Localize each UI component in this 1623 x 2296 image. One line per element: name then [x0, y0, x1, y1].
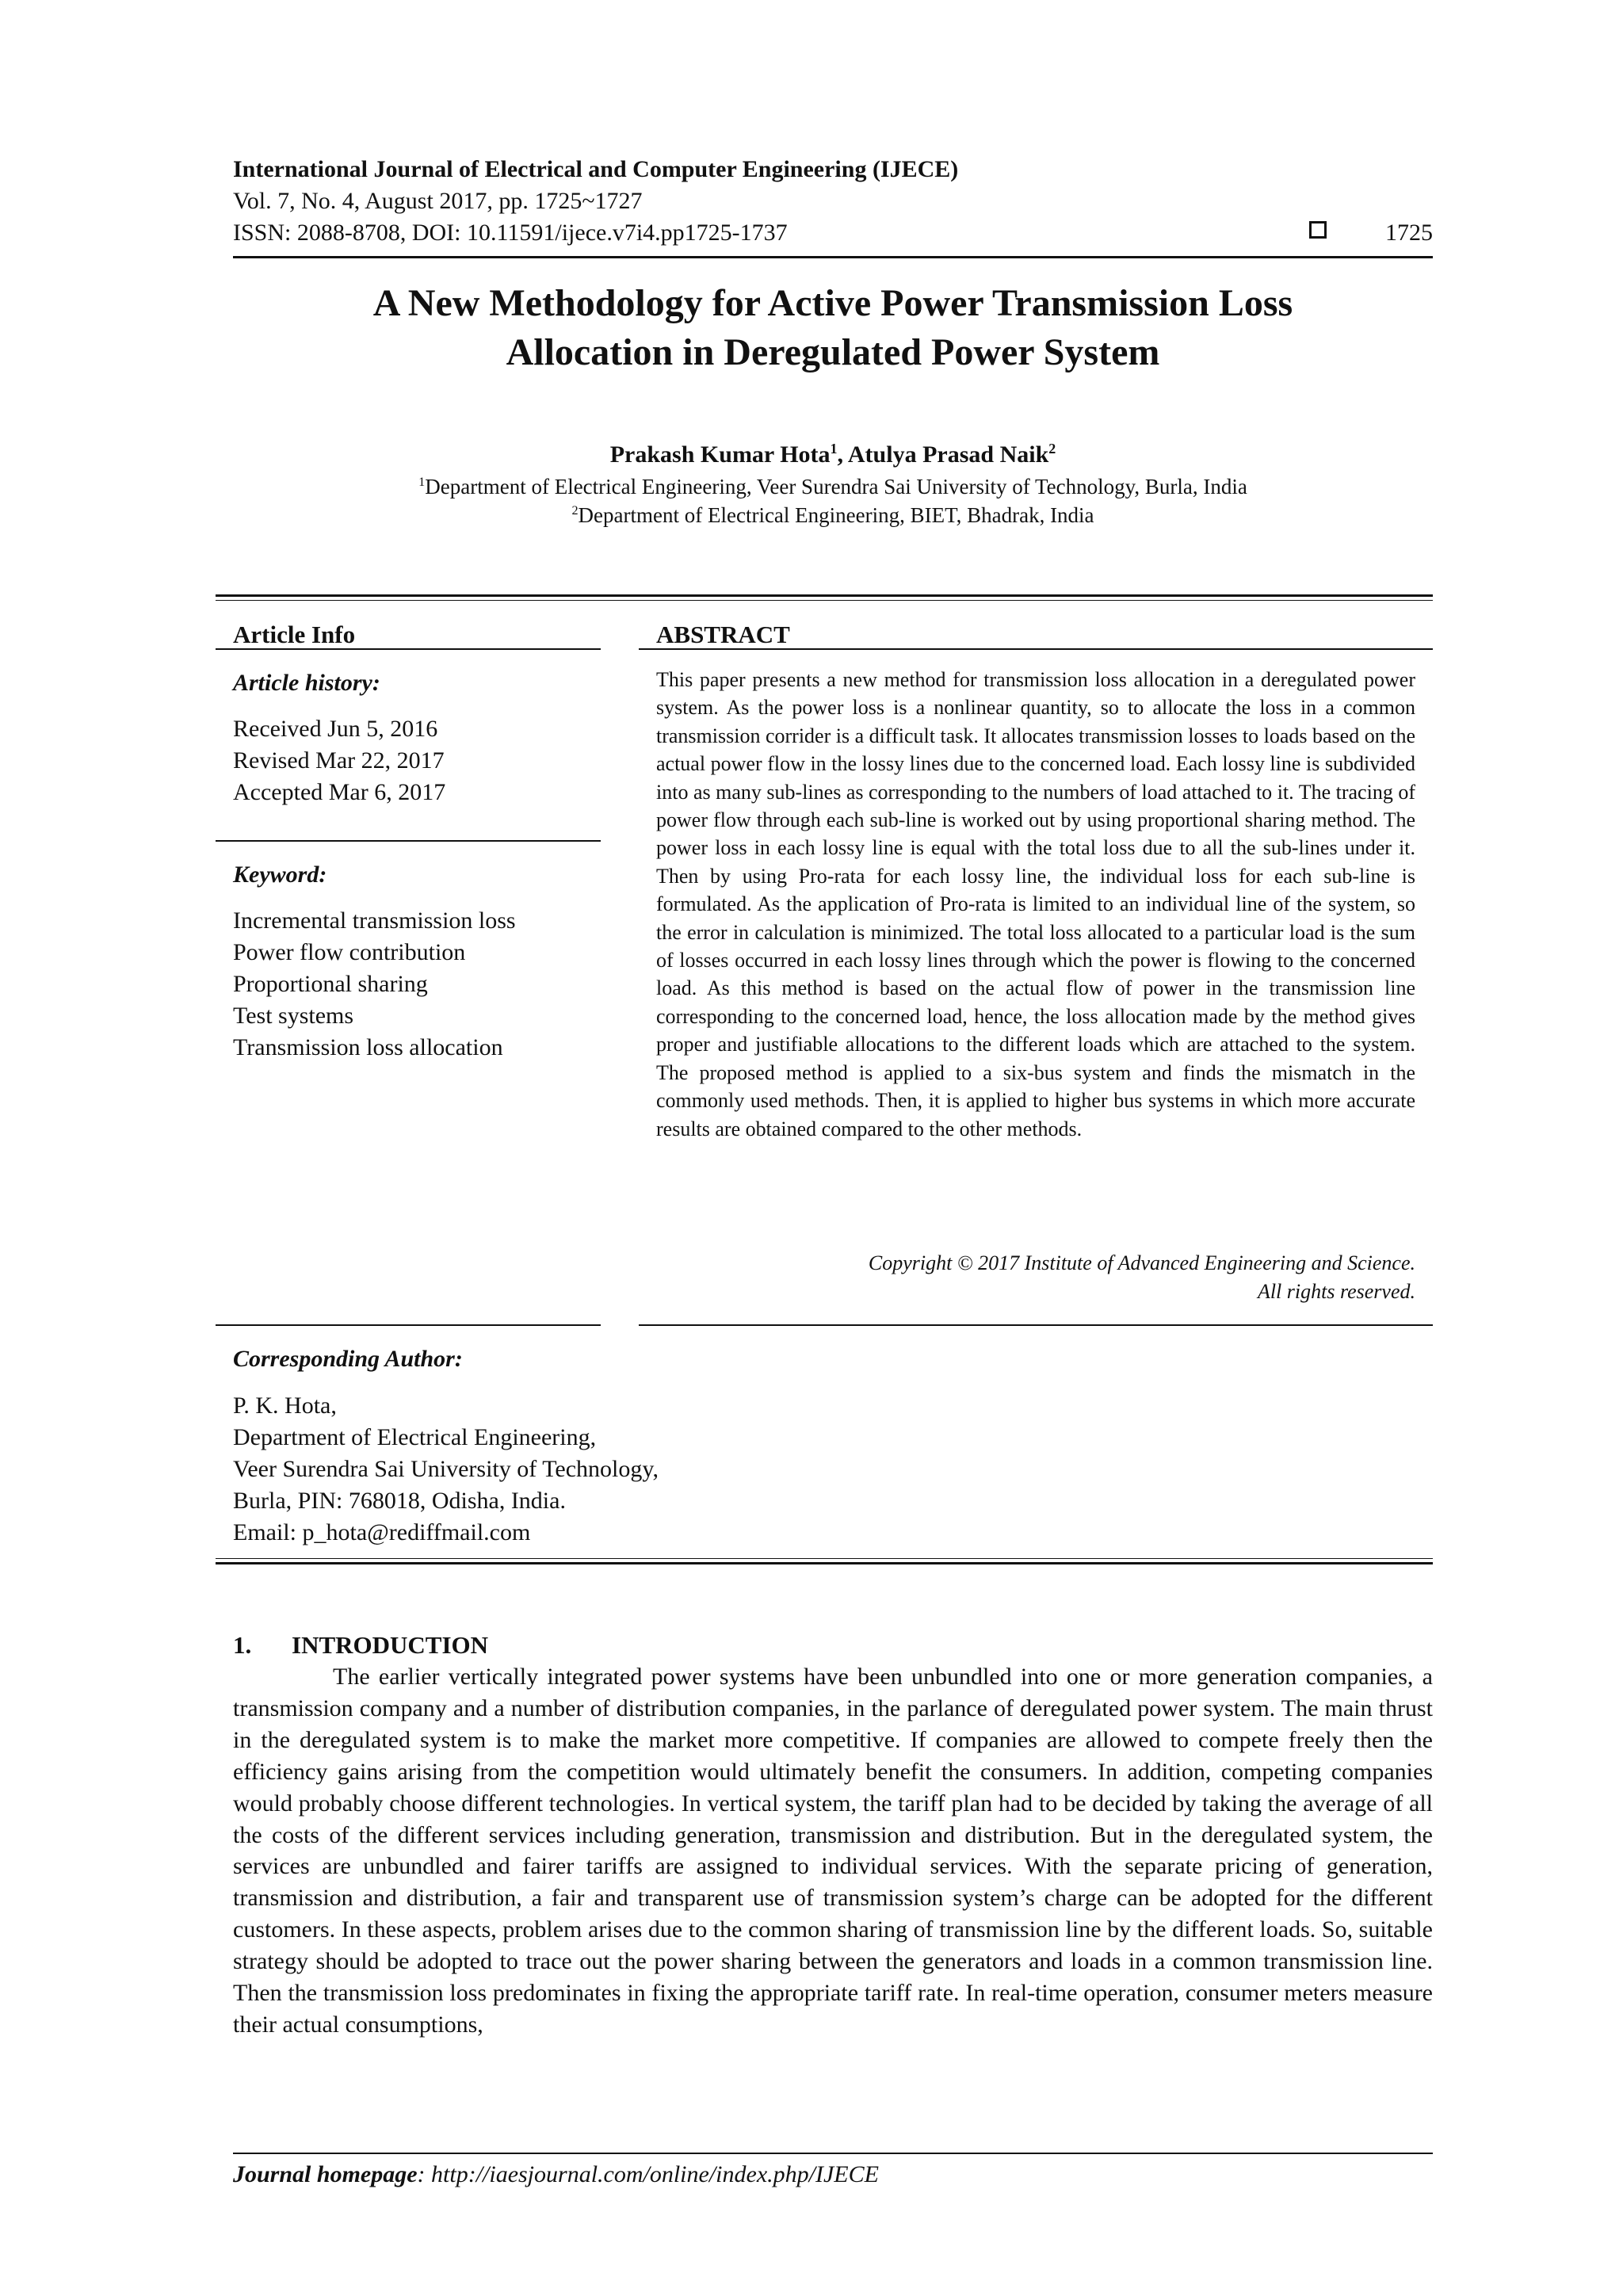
introduction-body — [233, 1661, 1433, 2041]
affiliation-1 — [233, 473, 1433, 500]
introduction-paragraph: The earlier vertically integrated power systems have been unbundled into one or more generation companies, a transmission company and a number of distribution companies, in the parlance of deregulated power system. The main thrust in the deregulated system is to make the market more competitive. If companies are allowed to compete freely then the efficiency gains arising from the competition would ultimately benefit the consumers. In addition, competing companies would probably choose different technologies. In vertical system, the tariff plan had to be decided by taking the average of all the costs of the different services including generation, transmission and distribution. But in the deregulated system, the services are unbundled and fairer tariffs are assigned to individual services. With the separate pricing of generation, transmission and distribution, a fair and transparent use of transmission system’s charge can be adopted for the different customers. In these aspects, problem arises due to the common sharing of transmission line by the different loads. So, suitable strategy should be adopted to trace out the power sharing between the generators and loads in a common transmission line. Then the transmission loss predominates in fixing the appropriate tariff rate. In real-time operation, consumer meters measure their actual consumptions, — [233, 1664, 1433, 2038]
history-rule — [216, 840, 601, 842]
keyword-item: Proportional sharing — [233, 971, 428, 997]
author-1: Prakash Kumar Hota — [609, 441, 831, 468]
affiliation-2-text: Department of Electrical Engineering, BIET, Bhadrak, India — [578, 503, 1094, 527]
homepage-label: Journal homepage — [233, 2161, 418, 2187]
copyright-line-2: All rights reserved. — [1257, 1280, 1415, 1303]
affiliation-1-text: Department of Electrical Engineering, Veer Surendra Sai University of Technology, Burla, India — [425, 475, 1247, 499]
section-number: 1. — [233, 1631, 252, 1659]
corresponding-author-block — [233, 1390, 946, 1549]
abstract-text: This paper presents a new method for transmission loss allocation in a deregulated power system. As the power loss is a nonlinear quantity, so to allocate the loss in a common transmission corrider is a difficult task. It allocates transmission losses to loads based on the actual power flow in the lossy lines due to the concerned load. Each lossy line is subdivided into as many sub-lines as corresponding to the numbers of load attached to it. The tracing of power flow through each sub-line is worked out by using proportional sharing method. The power loss in each lossy line is equal with the total loss due to all the sub-lines under it. Then by using Pro-rata for each lossy line, the individual loss for each sub-line is formulated. As the application of Pro-rata is limited to an individual line of the system, so the error in calculation is minimized. The total loss allocated to a particular load is the sum of losses occurred in each lossy lines through which the power is flowing to the concerned load. As this method is based on the actual flow of power in the transmission line corresponding to the concerned load, hence, the loss allocation made by the method gives proper and justifiable allocations to the different loads which are attached to the system. The proposed method is applied to a six-bus system and finds the mismatch in the commonly used methods. Then, it is applied to higher bus systems in which more accurate results are obtained compared to the other methods. — [656, 668, 1415, 1140]
page-number: 1725 — [1385, 220, 1433, 246]
info-box-bottom-rule-thin — [216, 1558, 1433, 1559]
article-info-rule — [216, 648, 601, 650]
journal-issn-doi: ISSN: 2088-8708, DOI: 10.11591/ijece.v7i4.pp1725-1737 — [233, 220, 788, 246]
author-1-affil-marker: 1 — [830, 441, 838, 457]
copyright-line-1: Copyright © 2017 Institute of Advanced Engineering and Science. — [868, 1251, 1415, 1274]
article-history — [233, 713, 605, 808]
journal-volume: Vol. 7, No. 4, August 2017, pp. 1725~1727 — [233, 188, 643, 214]
paper-title-line-2: Allocation in Deregulated Power System — [506, 331, 1160, 373]
info-box-top-rule-thin — [216, 600, 1433, 601]
homepage-link[interactable]: http://iaesjournal.com/online/index.php/IJECE — [431, 2161, 879, 2187]
corresponding-address: Burla, PIN: 768018, Odisha, India. — [233, 1488, 566, 1514]
author-2-affil-marker: 2 — [1048, 441, 1056, 457]
keyword-item: Incremental transmission loss — [233, 907, 516, 934]
author-2: Atulya Prasad Naik — [847, 441, 1049, 468]
corresponding-heading: Corresponding Author: — [233, 1346, 463, 1372]
affiliation-1-marker: 1 — [418, 475, 426, 489]
introduction-heading — [233, 1629, 488, 1661]
info-box-top-rule — [216, 594, 1433, 597]
corresponding-name: P. K. Hota, — [233, 1392, 337, 1419]
corresponding-department: Department of Electrical Engineering, — [233, 1424, 597, 1450]
journal-name: International Journal of Electrical and Computer Engineering (IJECE) — [233, 156, 959, 182]
revised-date: Revised Mar 22, 2017 — [233, 747, 445, 774]
abstract-bottom-rule — [639, 1324, 1433, 1326]
checkbox-square-icon — [1309, 221, 1327, 239]
paper-title-line-1: A New Methodology for Active Power Transmission Loss — [372, 282, 1293, 324]
info-box-bottom-rule — [216, 1562, 1433, 1564]
affiliation-2-marker: 2 — [571, 503, 579, 518]
keyword-item: Power flow contribution — [233, 939, 466, 965]
received-date: Received Jun 5, 2016 — [233, 716, 438, 742]
keyword-list — [233, 905, 605, 1064]
article-history-heading: Article history: — [233, 670, 380, 696]
corresponding-email: Email: p_hota@rediffmail.com — [233, 1519, 531, 1545]
section-title: INTRODUCTION — [292, 1631, 489, 1659]
footer-rule — [233, 2153, 1433, 2154]
keyword-item: Transmission loss allocation — [233, 1034, 503, 1060]
header-rule — [233, 256, 1433, 258]
copyright-notice — [656, 1249, 1415, 1306]
keyword-item: Test systems — [233, 1003, 354, 1029]
accepted-date: Accepted Mar 6, 2017 — [233, 779, 446, 805]
corresponding-university: Veer Surendra Sai University of Technology, — [233, 1456, 659, 1482]
author-list — [233, 441, 1433, 469]
affiliation-2 — [233, 502, 1433, 529]
keyword-heading: Keyword: — [233, 861, 327, 888]
journal-homepage — [233, 2160, 879, 2189]
homepage-colon: : — [417, 2161, 432, 2187]
author-separator: , — [837, 441, 848, 468]
paper-title — [233, 279, 1433, 377]
article-info-bottom-rule — [216, 1324, 601, 1326]
article-info-heading: Article Info — [233, 621, 356, 648]
abstract-heading-rule — [639, 648, 1433, 650]
abstract-heading: ABSTRACT — [656, 621, 790, 648]
